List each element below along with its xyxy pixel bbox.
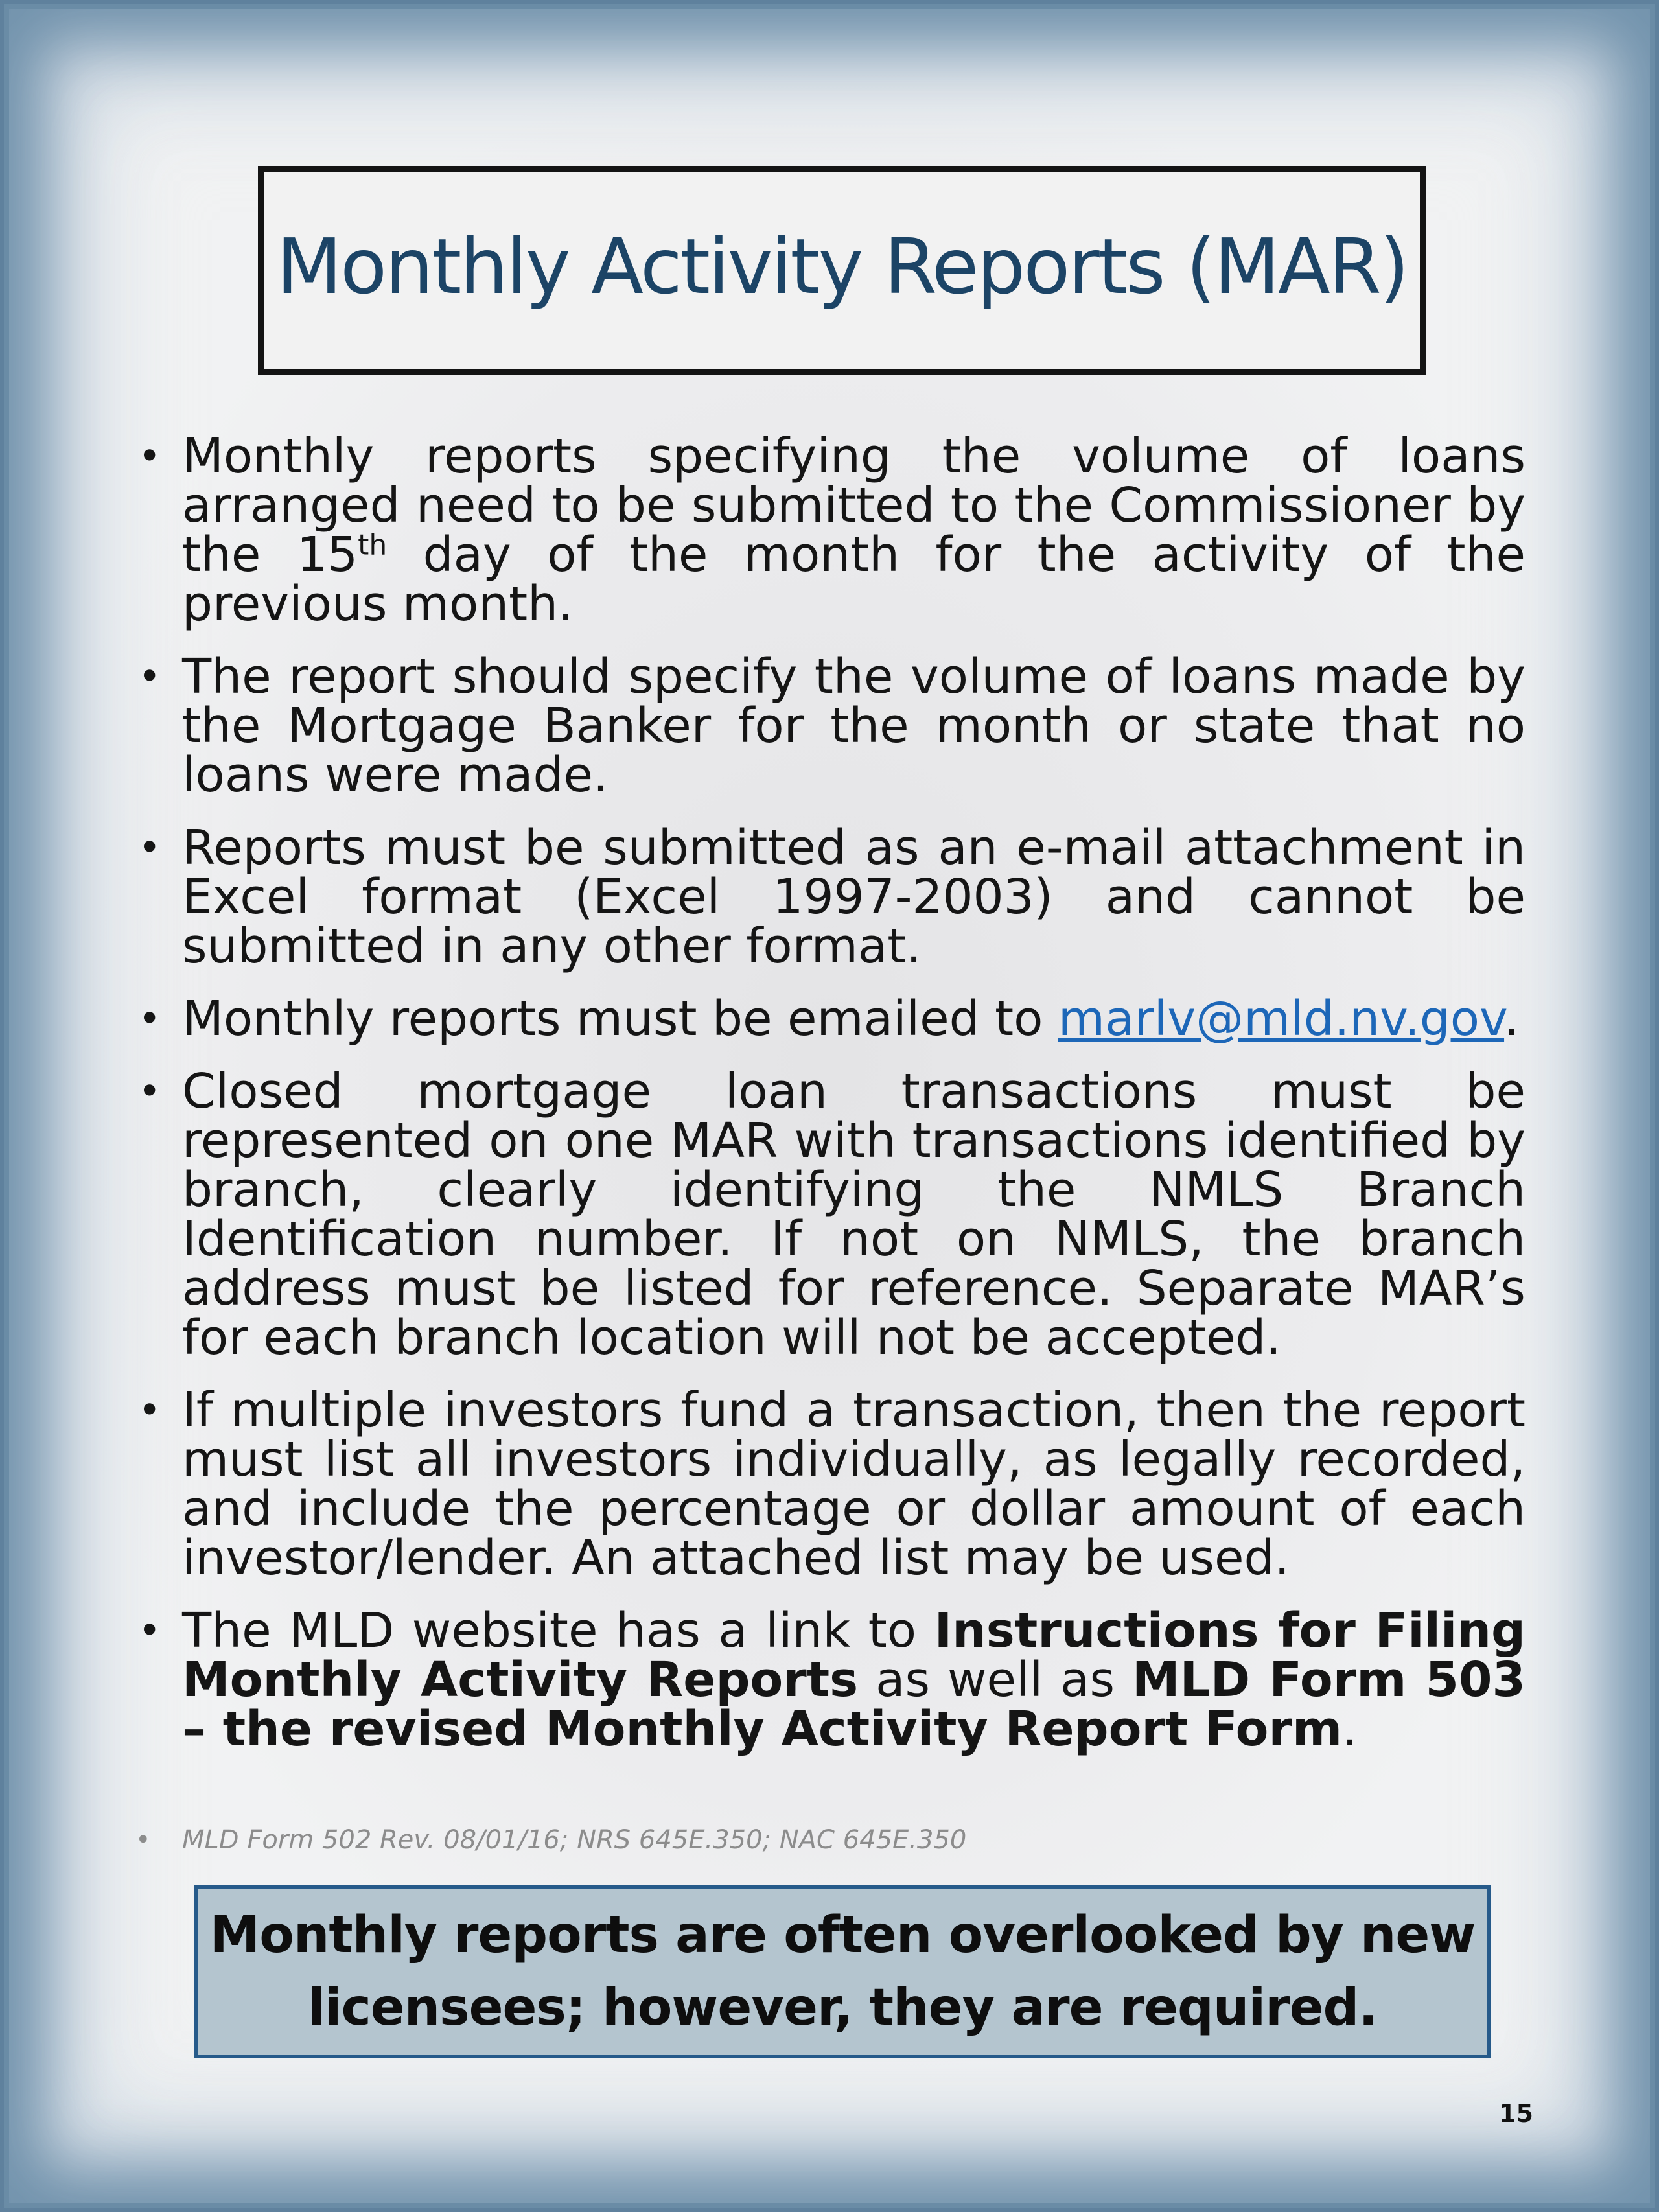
bullet-marker: • bbox=[138, 825, 161, 870]
bold-form-title: MLD Form 503 – the revised Monthly Activity Report Form bbox=[182, 1652, 1526, 1757]
bullet-text: . bbox=[1342, 1701, 1358, 1757]
bullet-marker: • bbox=[138, 996, 161, 1042]
bullet-text: day of the month for the activity of the previous month. bbox=[182, 527, 1526, 632]
footnote-marker: • bbox=[135, 1825, 151, 1855]
callout-box bbox=[194, 1885, 1491, 2058]
bullet-text: Closed mortgage loan transactions must be represented on one MAR with transactions identified by branch, clearly identifying the NMLS Branch Identification number. If not on NMLS, the branch address must be listed for reference. Separate MAR’s for each branch location will not be accepted. bbox=[182, 1064, 1526, 1366]
bullet-text: Monthly reports specifying the volume of loans arranged need to be submitted to the Commissioner by the 15 bbox=[182, 428, 1526, 583]
bullet-text: . bbox=[1504, 991, 1520, 1047]
bullet-text: The report should specify the volume of loans made by the Mortgage Banker for the month or state that no loans were made. bbox=[182, 649, 1526, 803]
bullet-item bbox=[135, 649, 1526, 803]
bullet-item bbox=[135, 1064, 1526, 1366]
bullet-item bbox=[135, 1603, 1526, 1757]
email-link[interactable]: marlv@mld.nv.gov bbox=[1058, 991, 1505, 1047]
bold-link-title: Instructions for Filing Monthly Activity Reports bbox=[182, 1603, 1526, 1708]
bullet-marker: • bbox=[138, 1388, 161, 1433]
title-box bbox=[258, 166, 1426, 375]
bullet-text: Monthly reports must be emailed to bbox=[182, 991, 1058, 1047]
callout-line-1: Monthly reports are often overlooked by new bbox=[209, 1906, 1476, 1964]
bullet-text: The MLD website has a link to bbox=[182, 1603, 934, 1659]
bullet-item bbox=[135, 1382, 1526, 1586]
bullet-marker: • bbox=[138, 434, 161, 479]
bullet-marker: • bbox=[138, 654, 161, 699]
slide-title: Monthly Activity Reports (MAR) bbox=[276, 222, 1408, 311]
footnote-text: MLD Form 502 Rev. 08/01/16; NRS 645E.350; NAC 645E.350 bbox=[182, 1825, 967, 1855]
bullet-text: If multiple investors fund a transaction, then the report must list all investors individually, as legally recorded, and include the percentage or dollar amount of each investor/lender. An attached list may be used. bbox=[182, 1382, 1526, 1586]
bullet-item bbox=[135, 428, 1526, 632]
footnote bbox=[135, 1825, 966, 1855]
superscript: th bbox=[358, 528, 388, 562]
bullet-marker: • bbox=[138, 1069, 161, 1114]
bullet-item bbox=[135, 991, 1526, 1047]
bullet-marker: • bbox=[138, 1608, 161, 1653]
bullet-text: Reports must be submitted as an e-mail attachment in Excel format (Excel 1997-2003) and cannot be submitted in any other format. bbox=[182, 820, 1526, 974]
bullet-list bbox=[135, 428, 1526, 1777]
bullet-text: as well as bbox=[858, 1652, 1132, 1708]
page-number: 15 bbox=[1499, 2099, 1533, 2128]
bullet-item bbox=[135, 820, 1526, 974]
callout-line-2: licensees; however, they are required. bbox=[308, 1979, 1377, 2037]
